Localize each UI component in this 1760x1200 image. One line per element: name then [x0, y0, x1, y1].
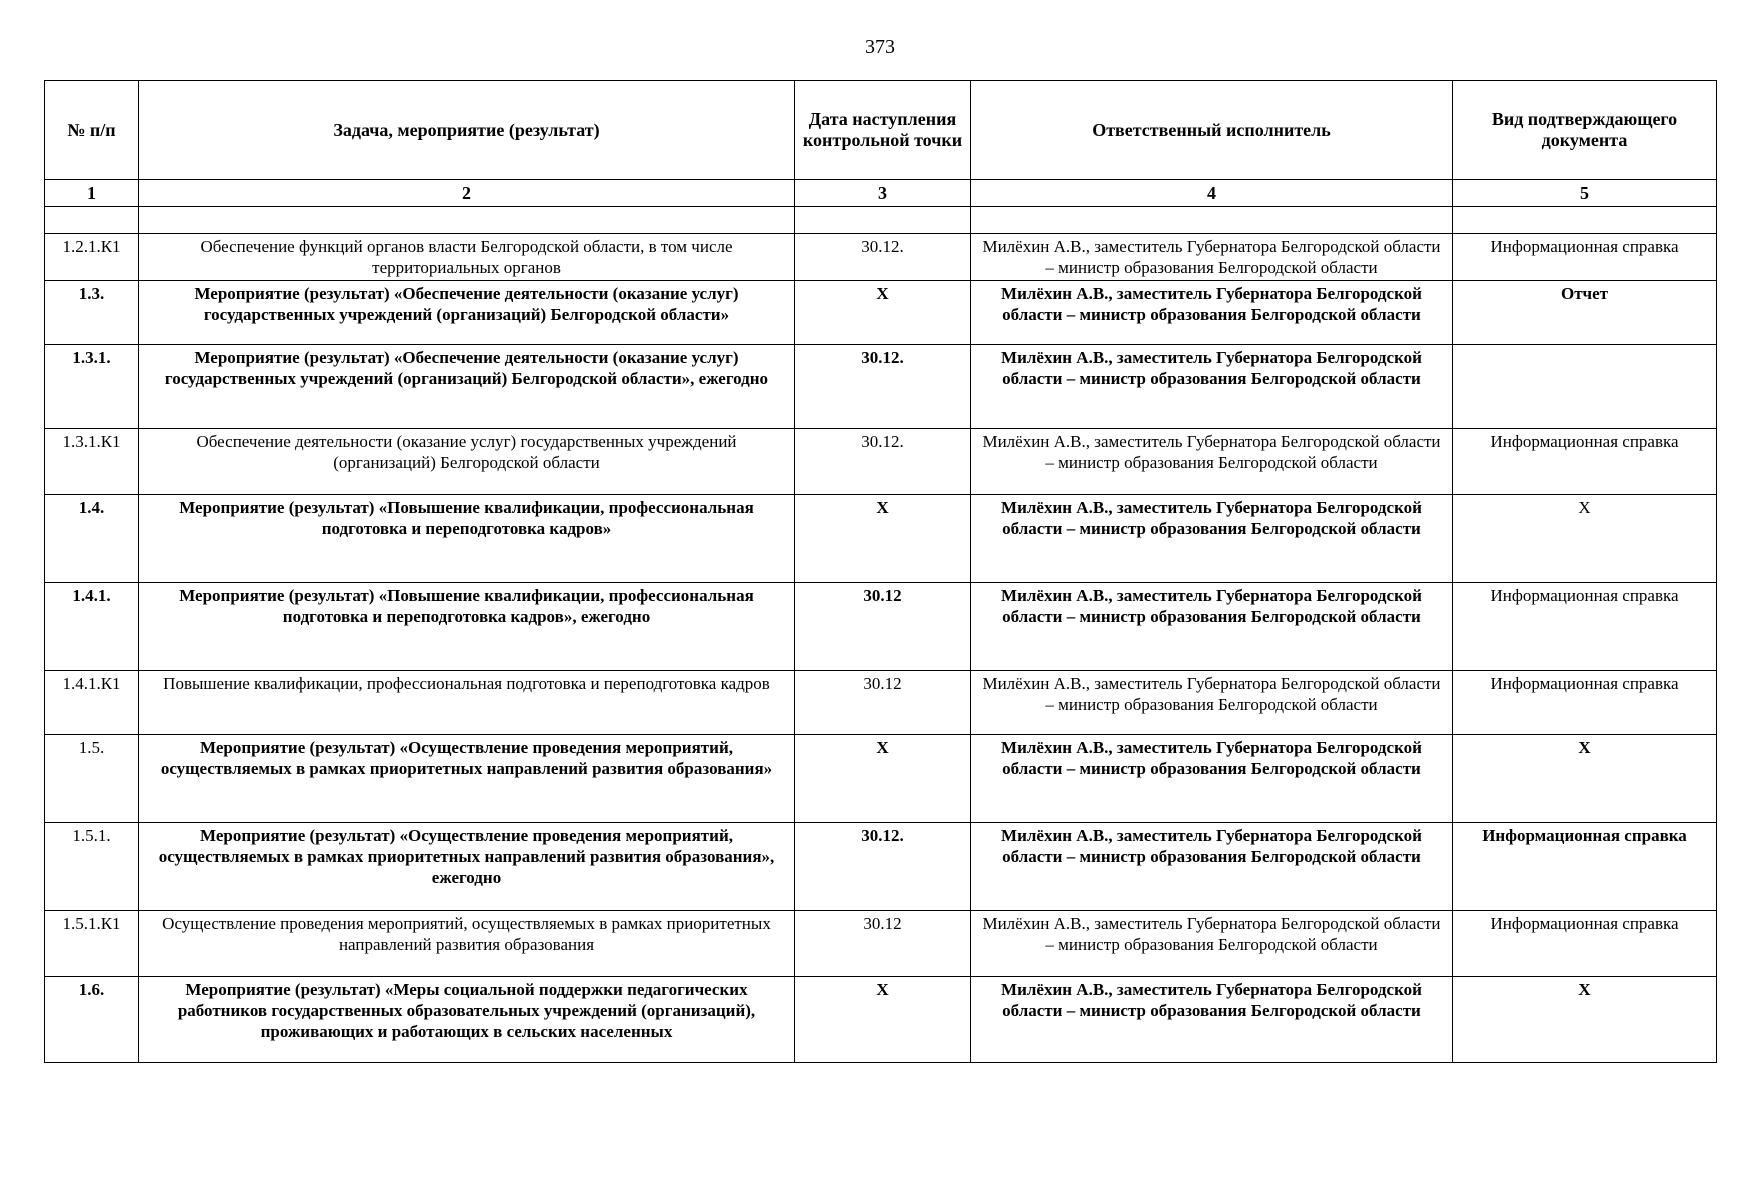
row-task: Мероприятие (результат) «Обеспечение деятельности (оказание услуг) государственных учреждений (организаций) Белгородской области», ежегодно [139, 345, 795, 429]
table-row [45, 495, 1717, 583]
row-task: Мероприятие (результат) «Обеспечение деятельности (оказание услуг) государственных учреждений (организаций) Белгородской области» [139, 281, 795, 345]
column-number: 3 [795, 180, 971, 207]
table-row [45, 671, 1717, 735]
row-executor: Милёхин А.В., заместитель Губернатора Белгородской области – министр образования Белгородской области [971, 671, 1453, 735]
row-number: 1.5.1. [45, 823, 139, 911]
row-date: 30.12. [795, 345, 971, 429]
empty-cell [971, 207, 1453, 234]
header-executor: Ответственный исполнитель [971, 81, 1453, 180]
column-number: 2 [139, 180, 795, 207]
row-document: Информационная справка [1453, 429, 1717, 495]
row-number: 1.5. [45, 735, 139, 823]
row-document: Информационная справка [1453, 823, 1717, 911]
table-row [45, 281, 1717, 345]
row-executor: Милёхин А.В., заместитель Губернатора Белгородской области – министр образования Белгородской области [971, 429, 1453, 495]
row-number: 1.5.1.К1 [45, 911, 139, 977]
row-date: 30.12 [795, 911, 971, 977]
header-date: Дата наступления контрольной точки [795, 81, 971, 180]
column-number: 5 [1453, 180, 1717, 207]
column-number: 4 [971, 180, 1453, 207]
table-row [45, 429, 1717, 495]
row-task: Мероприятие (результат) «Повышение квалификации, профессиональная подготовка и переподготовка кадров» [139, 495, 795, 583]
table-row [45, 583, 1717, 671]
row-executor: Милёхин А.В., заместитель Губернатора Белгородской области – министр образования Белгородской области [971, 911, 1453, 977]
row-document: Х [1453, 495, 1717, 583]
row-document [1453, 345, 1717, 429]
row-number: 1.3. [45, 281, 139, 345]
row-document: Отчет [1453, 281, 1717, 345]
row-date: Х [795, 495, 971, 583]
row-number: 1.3.1.К1 [45, 429, 139, 495]
table-row [45, 823, 1717, 911]
row-executor: Милёхин А.В., заместитель Губернатора Белгородской области – министр образования Белгородской области [971, 345, 1453, 429]
row-number: 1.4.1.К1 [45, 671, 139, 735]
row-executor: Милёхин А.В., заместитель Губернатора Белгородской области – министр образования Белгородской области [971, 234, 1453, 281]
empty-cell [139, 207, 795, 234]
header-number: № п/п [45, 81, 139, 180]
row-task: Мероприятие (результат) «Осуществление проведения мероприятий, осуществляемых в рамках приоритетных направлений развития образования», ежегодно [139, 823, 795, 911]
empty-cell [45, 207, 139, 234]
row-document: Информационная справка [1453, 671, 1717, 735]
row-task: Обеспечение деятельности (оказание услуг) государственных учреждений (организаций) Белгородской области [139, 429, 795, 495]
row-task: Обеспечение функций органов власти Белгородской области, в том числе территориальных органов [139, 234, 795, 281]
row-document: Х [1453, 977, 1717, 1063]
row-task: Повышение квалификации, профессиональная подготовка и переподготовка кадров [139, 671, 795, 735]
table-header-row [45, 81, 1717, 180]
row-task: Мероприятие (результат) «Осуществление проведения мероприятий, осуществляемых в рамках приоритетных направлений развития образования» [139, 735, 795, 823]
row-document: Информационная справка [1453, 583, 1717, 671]
table-row [45, 977, 1717, 1063]
row-executor: Милёхин А.В., заместитель Губернатора Белгородской области – министр образования Белгородской области [971, 735, 1453, 823]
row-date: 30.12. [795, 234, 971, 281]
column-number: 1 [45, 180, 139, 207]
header-document: Вид подтверждающего документа [1453, 81, 1717, 180]
row-date: Х [795, 281, 971, 345]
row-task: Мероприятие (результат) «Повышение квалификации, профессиональная подготовка и переподготовка кадров», ежегодно [139, 583, 795, 671]
table-row [45, 735, 1717, 823]
table-row [45, 345, 1717, 429]
row-document: Информационная справка [1453, 234, 1717, 281]
control-points-table [44, 80, 1717, 1063]
row-number: 1.4.1. [45, 583, 139, 671]
row-executor: Милёхин А.В., заместитель Губернатора Белгородской области – министр образования Белгородской области [971, 583, 1453, 671]
row-date: Х [795, 977, 971, 1063]
row-date: 30.12. [795, 429, 971, 495]
row-date: 30.12. [795, 823, 971, 911]
row-document: Информационная справка [1453, 911, 1717, 977]
column-number-row [45, 180, 1717, 207]
row-date: Х [795, 735, 971, 823]
page-number: 373 [865, 36, 895, 58]
row-number: 1.2.1.К1 [45, 234, 139, 281]
row-task: Осуществление проведения мероприятий, осуществляемых в рамках приоритетных направлений развития образования [139, 911, 795, 977]
row-executor: Милёхин А.В., заместитель Губернатора Белгородской области – министр образования Белгородской области [971, 495, 1453, 583]
row-date: 30.12 [795, 671, 971, 735]
header-task: Задача, мероприятие (результат) [139, 81, 795, 180]
row-number: 1.3.1. [45, 345, 139, 429]
row-document: Х [1453, 735, 1717, 823]
table-row [45, 234, 1717, 281]
empty-row [45, 207, 1717, 234]
table-row [45, 911, 1717, 977]
row-executor: Милёхин А.В., заместитель Губернатора Белгородской области – министр образования Белгородской области [971, 281, 1453, 345]
empty-cell [795, 207, 971, 234]
row-executor: Милёхин А.В., заместитель Губернатора Белгородской области – министр образования Белгородской области [971, 977, 1453, 1063]
row-date: 30.12 [795, 583, 971, 671]
row-number: 1.6. [45, 977, 139, 1063]
row-number: 1.4. [45, 495, 139, 583]
row-task: Мероприятие (результат) «Меры социальной поддержки педагогических работников государственных образовательных учреждений (организаций), проживающих и работающих в сельских населенных [139, 977, 795, 1063]
empty-cell [1453, 207, 1717, 234]
row-executor: Милёхин А.В., заместитель Губернатора Белгородской области – министр образования Белгородской области [971, 823, 1453, 911]
